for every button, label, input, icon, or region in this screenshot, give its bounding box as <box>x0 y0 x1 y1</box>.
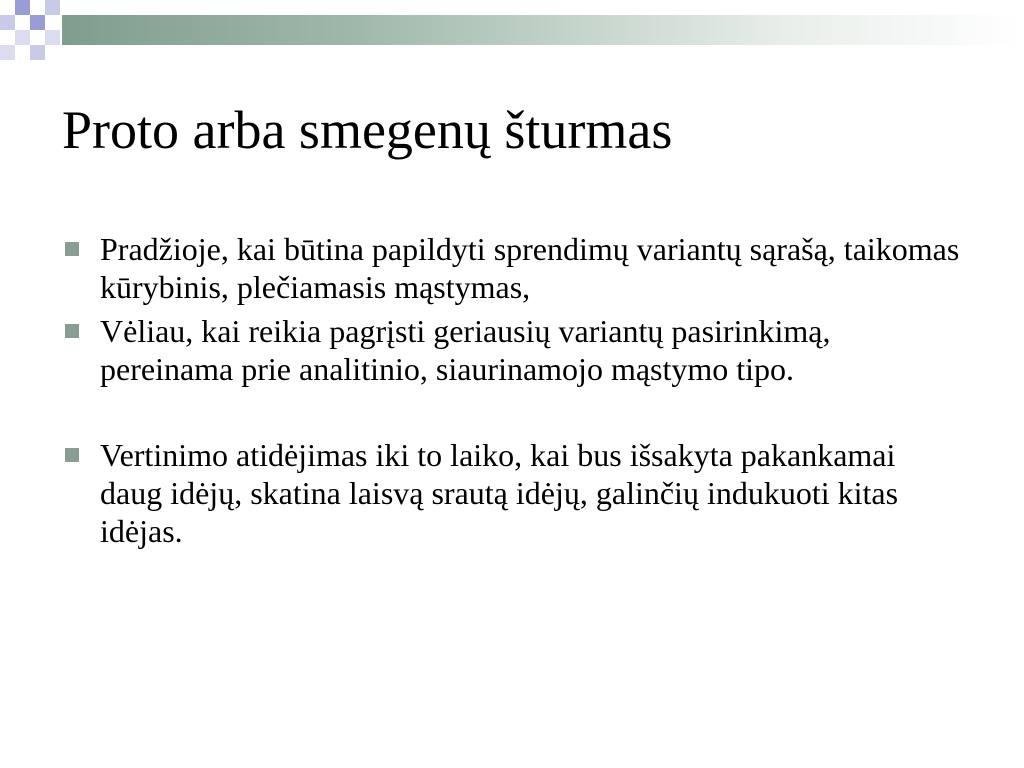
checker-square <box>0 15 15 30</box>
checker-square <box>45 30 60 45</box>
checker-square <box>0 45 15 60</box>
bullet-item <box>62 312 962 388</box>
bullet-text: Pradžioje, kai būtina papildyti sprendimų variantų sąrašą, taikomas kūrybinis, plečiamasis mąstymas, <box>100 231 960 305</box>
checker-square <box>15 0 30 15</box>
checker-square <box>30 15 45 30</box>
bullet-item <box>62 436 962 550</box>
square-bullet-icon <box>65 448 79 462</box>
checker-square <box>45 0 60 15</box>
checker-square <box>15 30 30 45</box>
bullet-list <box>62 230 962 550</box>
bullet-text: Vėliau, kai reikia pagrįsti geriausių variantų pasirinkimą, pereinama prie analitinio, siaurinamojo mąstymo tipo. <box>100 313 831 387</box>
checker-square <box>30 45 45 60</box>
slide-title: Proto arba smegenų šturmas <box>62 100 673 160</box>
header-gradient-band <box>62 15 1024 45</box>
square-bullet-icon <box>65 242 79 256</box>
square-bullet-icon <box>65 324 79 338</box>
bullet-item <box>62 230 962 306</box>
bullet-text: Vertinimo atidėjimas iki to laiko, kai bus išsakyta pakankamai daug idėjų, skatina laisvą srautą idėjų, galinčių indukuoti kitas idėjas. <box>100 437 899 549</box>
